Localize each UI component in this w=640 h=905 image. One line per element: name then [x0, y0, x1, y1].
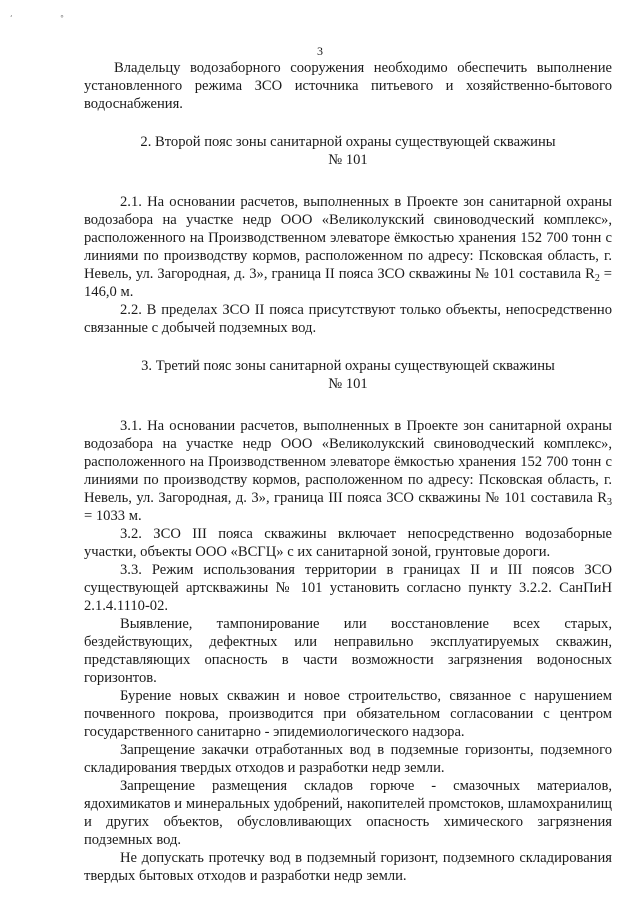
radius-subscript-3: 3 [607, 497, 612, 508]
paragraph-injection-ban: Запрещение закачки отработанных вод в подземные горизонты, подземного складирования твердых отходов и разработки недр земли. [84, 742, 612, 776]
scan-mark-left: ‘ [10, 14, 13, 23]
section2-heading-line2: № 101 [328, 152, 368, 168]
paragraph-storage-ban: Запрещение размещения складов горюче - смазочных материалов, ядохимикатов и минеральных удобрений, накопителей промстоков, шламохранилищ и других объектов, обусловливающих опасность химического загрязнения подземных вод. [84, 778, 612, 848]
paragraph-3-1-text: 3.1. На основании расчетов, выполненных в Проекте зон санитарной охраны водозабора на участке недр ООО «Великолукский свиноводческий комплекс», расположенного на Производственном элеваторе ёмкостью хранения 152 700 тонн с линиями по производству кормов, расположенном по адресу: Псковская область, г. Невель, ул. Загородная, д. 3», граница III пояса ЗСО скважины № 101 составила R [84, 418, 612, 506]
paragraph-3-1-tail: = 1033 м. [84, 508, 142, 524]
section2-heading [84, 133, 612, 169]
paragraph-3-2: 3.2. ЗСО III пояса скважины включает непосредственно водозаборные участки, объекты ООО «ВСГЦ» с их санитарной зоной, грунтовые дороги. [84, 526, 612, 560]
section3-heading [84, 357, 612, 393]
page-number: 3 [317, 44, 323, 58]
paragraph-3-1 [84, 417, 612, 525]
intro-paragraph: Владельцу водозаборного сооружения необходимо обеспечить выполнение установленного режима ЗСО источника питьевого и хозяйственно-бытового водоснабжения. [84, 60, 612, 112]
paragraph-2-1-tail: = 146,0 м. [84, 266, 612, 300]
paragraph-wells-remediation: Выявление, тампонирование или восстановление всех старых, бездействующих, дефектных или неправильно эксплуатируемых скважин, представляющих опасность в части возможности загрязнения водоносных горизонтов. [84, 616, 612, 686]
section2-heading-line1: 2. Второй пояс зоны санитарной охраны существующей скважины [140, 134, 556, 150]
section3-heading-line2: № 101 [328, 376, 368, 392]
scan-mark-right: ° [60, 14, 64, 23]
paragraph-2-2: 2.2. В пределах ЗСО II пояса присутствуют только объекты, непосредственно связанные с добычей подземных вод. [84, 302, 612, 336]
paragraph-2-1 [84, 193, 612, 301]
paragraph-3-3: 3.3. Режим использования территории в границах II и III поясов ЗСО существующей артскважины № 101 установить согласно пункту 3.2.2. СанПиН 2.1.4.1110-02. [84, 562, 612, 614]
section3-heading-line1: 3. Третий пояс зоны санитарной охраны существующей скважины [141, 358, 555, 374]
radius-subscript-2: 2 [594, 273, 600, 284]
paragraph-leak-prevention: Не допускать протечку вод в подземный горизонт, подземного складирования твердых бытовых отходов и разработки недр земли. [84, 850, 612, 884]
document-body [84, 59, 612, 885]
paragraph-2-1-text: 2.1. На основании расчетов, выполненных в Проекте зон санитарной охраны водозабора на участке недр ООО «Великолукский свиноводческий комплекс», расположенного на Производственном элеваторе ёмкостью хранения 152 700 тонн с линиями по производству кормов, расположенном по адресу: Псковская область, г. Невель, ул. Загородная, д. 3», граница II пояса ЗСО скважины № 101 составила R [84, 194, 612, 282]
paragraph-drilling: Бурение новых скважин и новое строительство, связанное с нарушением почвенного покрова, производится при обязательном согласовании с центром государственного санитарно - эпидемиологического надзора. [84, 688, 612, 740]
